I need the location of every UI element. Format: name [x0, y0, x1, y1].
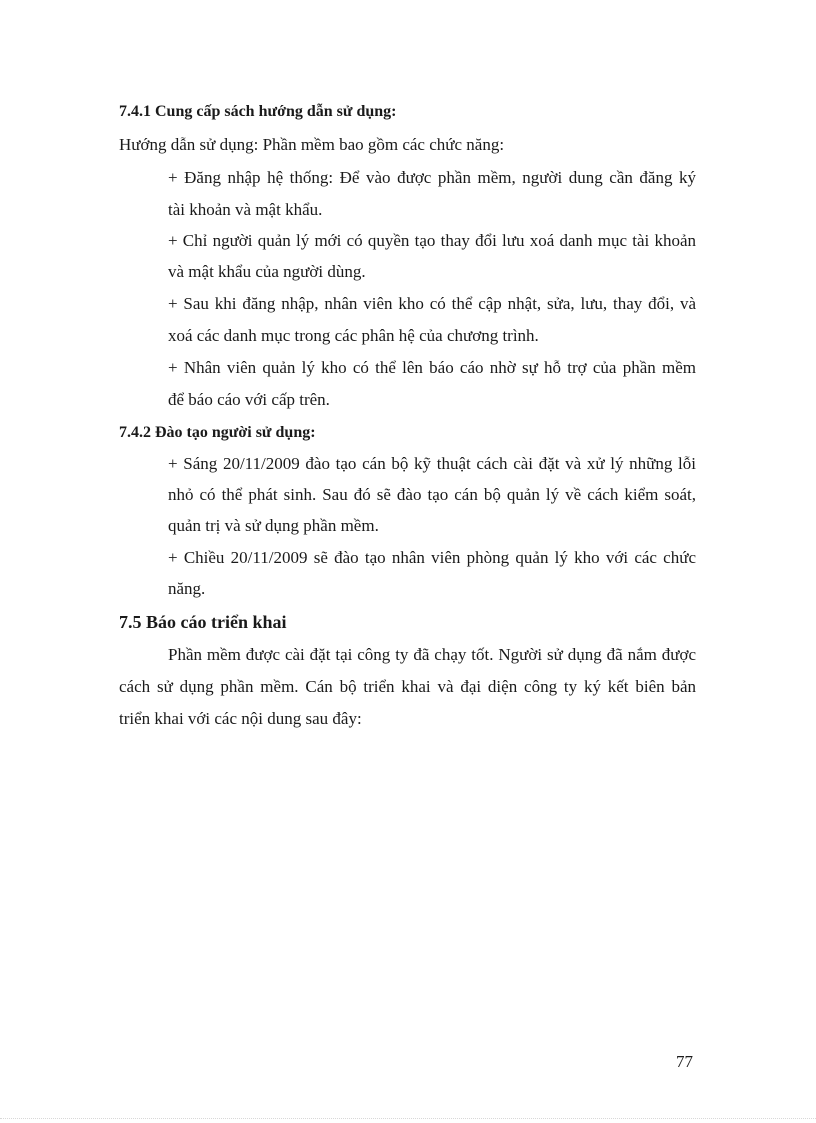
page-bottom-edge	[0, 1118, 816, 1119]
section-741-item-4-line-1: + Nhân viên quản lý kho có thể lên báo cáo nhờ sự hỗ trợ của phần mềm	[168, 358, 696, 377]
section-742-item-2-line-1: + Chiều 20/11/2009 sẽ đào tạo nhân viên phòng quản lý kho với các chức	[168, 548, 696, 567]
section-75-paragraph-line-2: cách sử dụng phần mềm. Cán bộ triển khai và đại diện công ty ký kết biên bản	[119, 677, 696, 696]
section-75-paragraph-line-3: triển khai với các nội dung sau đây:	[119, 709, 362, 728]
section-741-item-3-line-1: + Sau khi đăng nhập, nhân viên kho có thể cập nhật, sửa, lưu, thay đổi, và	[168, 294, 696, 313]
section-742-item-1-line-3: quản trị và sử dụng phần mềm.	[168, 516, 379, 535]
section-742-item-2-line-2: năng.	[168, 579, 206, 598]
section-741-item-1-line-1: + Đăng nhập hệ thống: Để vào được phần mềm, người dung cần đăng ký	[168, 168, 696, 187]
section-741-heading: 7.4.1 Cung cấp sách hướng dẫn sử dụng:	[119, 103, 397, 120]
section-741-item-4-line-2: để báo cáo với cấp trên.	[168, 390, 330, 409]
section-742-item-1-line-2: nhỏ có thể phát sinh. Sau đó sẽ đào tạo cán bộ quản lý về cách kiểm soát,	[168, 485, 696, 504]
section-741-intro: Hướng dẫn sử dụng: Phần mềm bao gồm các chức năng:	[119, 135, 505, 154]
section-742-item-1-line-1: + Sáng 20/11/2009 đào tạo cán bộ kỹ thuật cách cài đặt và xử lý những lỗi	[168, 454, 696, 473]
page-number: 77	[676, 1052, 693, 1071]
section-742-heading: 7.4.2 Đào tạo người sử dụng:	[119, 424, 316, 441]
section-75-heading: 7.5 Báo cáo triển khai	[119, 612, 287, 632]
section-741-item-1-line-2: tài khoản và mật khẩu.	[168, 200, 323, 219]
section-741-item-2-line-2: và mật khẩu của người dùng.	[168, 262, 366, 281]
section-741-item-2-line-1: + Chỉ người quản lý mới có quyền tạo thay đổi lưu xoá danh mục tài khoản	[168, 231, 696, 250]
section-741-item-3-line-2: xoá các danh mục trong các phân hệ của chương trình.	[168, 326, 539, 345]
section-75-paragraph-line-1: Phần mềm được cài đặt tại công ty đã chạy tốt. Người sử dụng đã nắm được	[168, 645, 696, 664]
